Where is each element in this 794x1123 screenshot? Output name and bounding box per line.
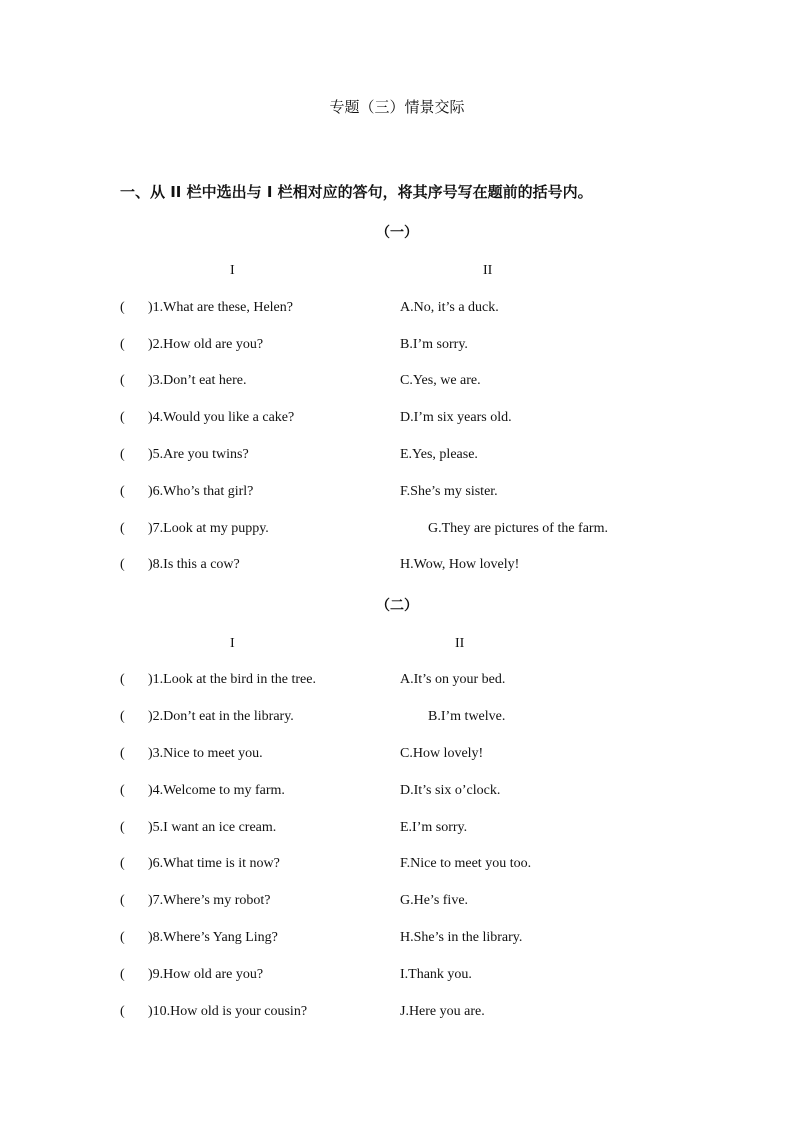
answer-blank[interactable]: ( bbox=[120, 484, 125, 499]
answer-option: J.Here you are. bbox=[400, 1004, 485, 1019]
question-text: )8.Where’s Yang Ling? bbox=[148, 930, 278, 945]
answer-option: A.It’s on your bed. bbox=[400, 672, 506, 687]
column-header-i: I bbox=[230, 263, 235, 278]
question-row bbox=[0, 484, 794, 504]
section-heading: （一） bbox=[376, 225, 418, 241]
answer-blank[interactable]: ( bbox=[120, 337, 125, 352]
answer-blank[interactable]: ( bbox=[120, 967, 125, 982]
question-row bbox=[0, 709, 794, 729]
question-text: )4.Welcome to my farm. bbox=[148, 783, 285, 798]
answer-blank[interactable]: ( bbox=[120, 557, 125, 572]
answer-blank[interactable]: ( bbox=[120, 893, 125, 908]
column-header-ii: II bbox=[455, 636, 465, 651]
question-text: )1.What are these, Helen? bbox=[148, 300, 293, 315]
question-text: )2.How old are you? bbox=[148, 337, 264, 352]
question-row bbox=[0, 672, 794, 692]
question-row bbox=[0, 337, 794, 357]
answer-blank[interactable]: ( bbox=[120, 709, 125, 724]
answer-option: D.It’s six o’clock. bbox=[400, 783, 501, 798]
question-text: )9.How old are you? bbox=[148, 967, 264, 982]
question-text: )5.Are you twins? bbox=[148, 447, 249, 462]
page-title: 专题（三）情景交际 bbox=[329, 100, 465, 116]
section-heading: （二） bbox=[376, 598, 418, 614]
instruction: 一、从 II 栏中选出与 I 栏相对应的答句，将其序号写在题前的括号内。 bbox=[120, 183, 593, 201]
answer-blank[interactable]: ( bbox=[120, 447, 125, 462]
question-row bbox=[0, 856, 794, 876]
question-row bbox=[0, 893, 794, 913]
question-text: )2.Don’t eat in the library. bbox=[148, 709, 294, 724]
column-header-ii: II bbox=[483, 263, 493, 278]
question-text: )7.Where’s my robot? bbox=[148, 893, 271, 908]
answer-blank[interactable]: ( bbox=[120, 410, 125, 425]
answer-option: F.She’s my sister. bbox=[400, 484, 498, 499]
question-row bbox=[0, 746, 794, 766]
answer-blank[interactable]: ( bbox=[120, 373, 125, 388]
answer-option: F.Nice to meet you too. bbox=[400, 856, 532, 871]
answer-blank[interactable]: ( bbox=[120, 672, 125, 687]
question-row bbox=[0, 820, 794, 840]
answer-option: B.I’m twelve. bbox=[428, 709, 506, 724]
answer-option: H.Wow, How lovely! bbox=[400, 557, 520, 572]
question-text: )3.Don’t eat here. bbox=[148, 373, 247, 388]
answer-option: I.Thank you. bbox=[400, 967, 472, 982]
answer-blank[interactable]: ( bbox=[120, 1004, 125, 1019]
question-row bbox=[0, 930, 794, 950]
answer-option: A.No, it’s a duck. bbox=[400, 300, 499, 315]
answer-option: D.I’m six years old. bbox=[400, 410, 512, 425]
question-text: )6.Who’s that girl? bbox=[148, 484, 254, 499]
question-row bbox=[0, 783, 794, 803]
answer-option: C.How lovely! bbox=[400, 746, 484, 761]
question-row bbox=[0, 1004, 794, 1024]
question-row bbox=[0, 373, 794, 393]
answer-blank[interactable]: ( bbox=[120, 856, 125, 871]
question-row bbox=[0, 410, 794, 430]
question-text: )4.Would you like a cake? bbox=[148, 410, 295, 425]
answer-option: G.They are pictures of the farm. bbox=[428, 521, 608, 536]
question-text: )10.How old is your cousin? bbox=[148, 1004, 308, 1019]
question-row bbox=[0, 967, 794, 987]
answer-blank[interactable]: ( bbox=[120, 521, 125, 536]
question-text: )1.Look at the bird in the tree. bbox=[148, 672, 316, 687]
question-text: )6.What time is it now? bbox=[148, 856, 280, 871]
answer-blank[interactable]: ( bbox=[120, 746, 125, 761]
answer-option: C.Yes, we are. bbox=[400, 373, 481, 388]
answer-option: H.She’s in the library. bbox=[400, 930, 523, 945]
question-row bbox=[0, 300, 794, 320]
question-row bbox=[0, 447, 794, 467]
question-row bbox=[0, 521, 794, 541]
question-text: )8.Is this a cow? bbox=[148, 557, 240, 572]
answer-option: B.I’m sorry. bbox=[400, 337, 468, 352]
question-text: )3.Nice to meet you. bbox=[148, 746, 263, 761]
answer-option: G.He’s five. bbox=[400, 893, 469, 908]
answer-blank[interactable]: ( bbox=[120, 300, 125, 315]
answer-option: E.I’m sorry. bbox=[400, 820, 468, 835]
question-row bbox=[0, 557, 794, 577]
answer-blank[interactable]: ( bbox=[120, 820, 125, 835]
column-header-i: I bbox=[230, 636, 235, 651]
answer-option: E.Yes, please. bbox=[400, 447, 478, 462]
question-text: )5.I want an ice cream. bbox=[148, 820, 277, 835]
answer-blank[interactable]: ( bbox=[120, 783, 125, 798]
question-text: )7.Look at my puppy. bbox=[148, 521, 269, 536]
answer-blank[interactable]: ( bbox=[120, 930, 125, 945]
